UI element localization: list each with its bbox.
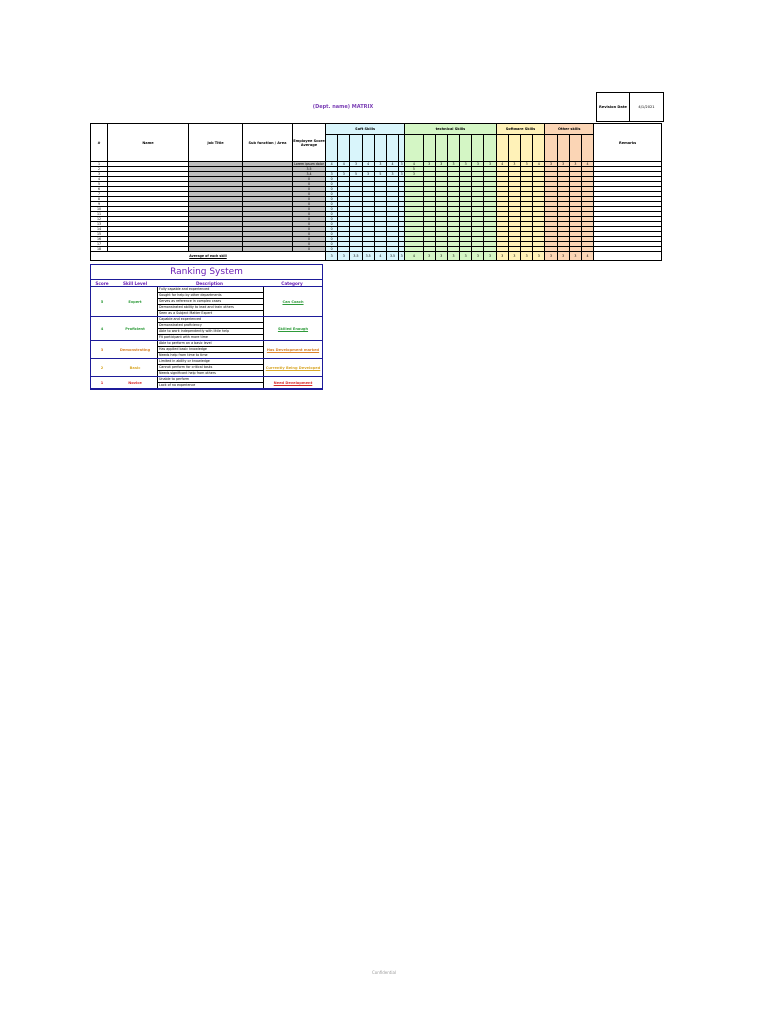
soft-skill-cell: 5 bbox=[350, 172, 362, 177]
score-average-cell: 0 bbox=[293, 247, 326, 252]
soft-skill-cell: 0 bbox=[326, 182, 338, 187]
ranking-header-description: Description bbox=[195, 280, 224, 286]
soft-skill-cell: 4 bbox=[338, 162, 350, 167]
soft-skill-cell: 0 bbox=[326, 242, 338, 247]
technical-skill-cell: 5 bbox=[405, 167, 423, 172]
average-technical-cell: 3 bbox=[460, 252, 472, 261]
average-technical-cell: 4 bbox=[405, 252, 423, 261]
row-number: 3 bbox=[91, 172, 108, 177]
ranking-system-panel bbox=[90, 264, 323, 390]
skill-subheader bbox=[484, 135, 496, 162]
soft-skill-cell: 0 bbox=[326, 197, 338, 202]
ranking-category: Can Coach bbox=[282, 299, 304, 304]
ranking-group bbox=[91, 359, 322, 377]
software-skill-cell: 4 bbox=[533, 162, 545, 167]
score-average-cell: 0 bbox=[293, 177, 326, 182]
average-software-cell: 3 bbox=[496, 252, 508, 261]
ranking-skill-level: Basic bbox=[129, 365, 141, 370]
average-other-cell: 4 bbox=[581, 252, 593, 261]
ranking-group bbox=[91, 287, 322, 317]
ranking-score: 2 bbox=[100, 365, 104, 370]
technical-skill-cell: 3 bbox=[472, 162, 484, 167]
col-header-remarks: Remarks bbox=[594, 124, 662, 162]
ranking-description-line: Sought for help by other departments bbox=[158, 293, 263, 299]
col-header-name: Name bbox=[108, 124, 189, 162]
matrix-title: (Dept. name) MATRIX bbox=[312, 104, 374, 110]
skill-subheader bbox=[569, 135, 581, 162]
average-technical-cell: 3 bbox=[423, 252, 435, 261]
skill-subheader bbox=[350, 135, 362, 162]
score-average-cell: 0 bbox=[293, 187, 326, 192]
row-number: 11 bbox=[91, 212, 108, 217]
soft-skill-cell: 0 bbox=[326, 212, 338, 217]
skill-subheader bbox=[460, 135, 472, 162]
technical-skill-cell: 3 bbox=[405, 172, 423, 177]
row-number: 1 bbox=[91, 162, 108, 167]
average-technical-cell: 3 bbox=[447, 252, 459, 261]
ranking-description-line: Has applied basic knowledge bbox=[158, 347, 263, 353]
skill-subheader bbox=[435, 135, 447, 162]
average-technical-cell: 3 bbox=[484, 252, 496, 261]
skill-subheader bbox=[581, 135, 593, 162]
row-number: 5 bbox=[91, 182, 108, 187]
ranking-group bbox=[91, 377, 322, 389]
soft-skill-cell: 3 bbox=[399, 162, 405, 167]
soft-skill-cell: 3 bbox=[399, 172, 405, 177]
ranking-header-category: Category bbox=[281, 280, 303, 286]
col-header-other-skills: Other skills bbox=[545, 124, 594, 135]
soft-skill-cell: 4 bbox=[386, 162, 398, 167]
row-number: 4 bbox=[91, 177, 108, 182]
skill-subheader bbox=[386, 135, 398, 162]
ranking-title: Ranking System bbox=[91, 265, 322, 280]
score-average-cell: 0 bbox=[293, 207, 326, 212]
row-number: 17 bbox=[91, 242, 108, 247]
soft-skill-cell: 0 bbox=[326, 187, 338, 192]
other-skill-cell: 3 bbox=[569, 162, 581, 167]
technical-skill-cell: 3 bbox=[447, 162, 459, 167]
skill-subheader bbox=[533, 135, 545, 162]
skill-subheader bbox=[496, 135, 508, 162]
skill-subheader bbox=[405, 135, 423, 162]
ranking-header-score: Score bbox=[95, 280, 109, 286]
soft-skill-cell: 0 bbox=[326, 232, 338, 237]
technical-skill-cell: 3 bbox=[484, 162, 496, 167]
skill-subheader bbox=[508, 135, 520, 162]
ranking-description-line: Limited in ability or knowledge bbox=[158, 359, 263, 365]
skills-matrix-table bbox=[90, 123, 662, 261]
soft-skill-cell: 5 bbox=[374, 172, 386, 177]
skill-subheader bbox=[545, 135, 557, 162]
average-soft-cell: 3.5 bbox=[386, 252, 398, 261]
score-average-cell: 0 bbox=[293, 197, 326, 202]
footer-confidential: Confidential bbox=[371, 970, 397, 975]
skill-subheader bbox=[326, 135, 338, 162]
soft-skill-cell: 0 bbox=[326, 227, 338, 232]
average-software-cell: 3 bbox=[508, 252, 520, 261]
average-other-cell: 3 bbox=[557, 252, 569, 261]
ranking-description-line: Seen as a Subject Matter Expert bbox=[159, 311, 213, 315]
ranking-category: Need Development bbox=[273, 380, 313, 385]
software-skill-cell: 3 bbox=[508, 162, 520, 167]
average-soft-cell: 3 bbox=[326, 252, 338, 261]
ranking-description-line: Fit participant with more time bbox=[159, 335, 208, 339]
score-average-cell: 0 bbox=[293, 242, 326, 247]
soft-skill-cell: 3 bbox=[326, 172, 338, 177]
average-soft-cell: 3.5 bbox=[362, 252, 374, 261]
ranking-score: 3 bbox=[100, 347, 104, 352]
ranking-score: 4 bbox=[100, 326, 104, 331]
average-soft-cell: 3 bbox=[338, 252, 350, 261]
score-average-cell: 0 bbox=[293, 227, 326, 232]
ranking-description-line: Unable to perform bbox=[158, 377, 263, 383]
soft-skill-cell: 3 bbox=[338, 172, 350, 177]
skill-subheader bbox=[521, 135, 533, 162]
soft-skill-cell: 0 bbox=[326, 247, 338, 252]
ranking-group bbox=[91, 341, 322, 359]
col-header-soft-skills: Soft Skills bbox=[326, 124, 405, 135]
score-average-cell: 0 bbox=[293, 192, 326, 197]
ranking-description-line: Able to perform on a basic level bbox=[158, 341, 263, 347]
ranking-description-line: Demonstrated ability to lead and train others bbox=[158, 305, 263, 311]
col-header-software-skills: Software Skills bbox=[496, 124, 545, 135]
average-software-cell: 3 bbox=[533, 252, 545, 261]
soft-skill-cell: 3 bbox=[374, 162, 386, 167]
score-average-cell: Lorem ipsum dolor bbox=[294, 162, 324, 166]
row-number: 10 bbox=[91, 207, 108, 212]
ranking-descriptions bbox=[157, 341, 264, 358]
score-average-cell: 0 bbox=[293, 237, 326, 242]
col-header-score-average: Employee Score Average bbox=[293, 124, 326, 162]
software-skill-cell: 4 bbox=[496, 162, 508, 167]
score-average-cell: 0 bbox=[293, 217, 326, 222]
ranking-description-line: Serves as reference in complex cases bbox=[158, 299, 263, 305]
ranking-description-line: Needs significant help from others bbox=[159, 371, 216, 375]
average-soft-cell: 3 bbox=[399, 252, 405, 261]
ranking-category: Has Development marked bbox=[266, 347, 320, 352]
skill-subheader bbox=[447, 135, 459, 162]
row-number: 13 bbox=[91, 222, 108, 227]
ranking-category: Skilled Enough bbox=[277, 326, 309, 331]
ranking-descriptions bbox=[157, 317, 264, 340]
ranking-group bbox=[91, 317, 322, 341]
average-soft-cell: 3.5 bbox=[350, 252, 362, 261]
soft-skill-cell: 0 bbox=[326, 222, 338, 227]
ranking-description-line: Demonstrated proficiency bbox=[158, 323, 263, 329]
skill-subheader bbox=[338, 135, 350, 162]
ranking-description-line: Able to work independently with little help bbox=[158, 329, 263, 335]
revision-date-label: Revision Date bbox=[597, 93, 630, 121]
skill-subheader bbox=[423, 135, 435, 162]
ranking-description-line: Fully capable and experienced bbox=[158, 287, 263, 293]
ranking-skill-level: Novice bbox=[128, 380, 142, 385]
soft-skill-cell: 0 bbox=[326, 207, 338, 212]
average-other-cell: 3 bbox=[545, 252, 557, 261]
technical-skill-cell: 4 bbox=[405, 162, 423, 167]
score-average-cell: 3.5 bbox=[293, 167, 326, 172]
score-average-cell: 3.4 bbox=[293, 172, 326, 177]
soft-skill-cell: 0 bbox=[326, 237, 338, 242]
row-number: 6 bbox=[91, 187, 108, 192]
score-average-cell: 0 bbox=[293, 212, 326, 217]
row-number: 18 bbox=[91, 247, 108, 252]
average-remarks-cell bbox=[594, 252, 662, 261]
technical-skill-cell: 3 bbox=[460, 162, 472, 167]
soft-skill-cell: 0 bbox=[326, 202, 338, 207]
technical-skill-cell: 3 bbox=[423, 162, 435, 167]
col-header-sub-function: Sub function / Area bbox=[243, 124, 293, 162]
revision-date-value: 4/1/2021 bbox=[638, 105, 655, 109]
soft-skill-cell: 0 bbox=[326, 177, 338, 182]
software-skill-cell: 3 bbox=[521, 162, 533, 167]
average-soft-cell: 4 bbox=[374, 252, 386, 261]
soft-skill-cell: 0 bbox=[326, 192, 338, 197]
ranking-description-line: Capable and experienced bbox=[158, 317, 263, 323]
average-label: Average of each skill bbox=[189, 254, 227, 258]
average-technical-cell: 3 bbox=[435, 252, 447, 261]
col-header-technical-skills: technical Skills bbox=[405, 124, 496, 135]
technical-skill-cell: 3 bbox=[435, 162, 447, 167]
skill-subheader bbox=[374, 135, 386, 162]
ranking-description-line: Lack of no experience bbox=[159, 383, 196, 387]
score-average-cell: 0 bbox=[293, 202, 326, 207]
ranking-header-row bbox=[91, 280, 322, 287]
ranking-descriptions bbox=[157, 377, 264, 388]
other-skill-cell: 3 bbox=[557, 162, 569, 167]
soft-skill-cell: 3 bbox=[362, 172, 374, 177]
soft-skill-cell: 3 bbox=[350, 162, 362, 167]
soft-skill-cell: 4 bbox=[326, 162, 338, 167]
row-number: 9 bbox=[91, 202, 108, 207]
row-number: 7 bbox=[91, 192, 108, 197]
ranking-description-line: Cannot perform for critical tasks bbox=[158, 365, 263, 371]
ranking-descriptions bbox=[157, 287, 264, 316]
ranking-score: 5 bbox=[100, 299, 104, 304]
ranking-header-level: Skill Level bbox=[122, 280, 148, 286]
row-number: 14 bbox=[91, 227, 108, 232]
average-software-cell: 3 bbox=[521, 252, 533, 261]
other-skill-cell: 3 bbox=[545, 162, 557, 167]
ranking-skill-level: Demonstrating bbox=[119, 347, 151, 352]
average-row bbox=[91, 252, 662, 261]
soft-skill-cell: 0 bbox=[326, 217, 338, 222]
other-skill-cell: 4 bbox=[581, 162, 593, 167]
score-average-cell: 0 bbox=[293, 182, 326, 187]
ranking-skill-level: Proficient bbox=[125, 326, 145, 331]
row-number: 16 bbox=[91, 237, 108, 242]
row-number: 15 bbox=[91, 232, 108, 237]
skill-subheader bbox=[472, 135, 484, 162]
ranking-category: Currently Being Developed bbox=[265, 365, 321, 370]
revision-date-box bbox=[596, 92, 664, 122]
row-number: 8 bbox=[91, 197, 108, 202]
ranking-score: 1 bbox=[100, 380, 104, 385]
col-header-job-title: Job Title bbox=[189, 124, 243, 162]
score-average-cell: 0 bbox=[293, 222, 326, 227]
average-other-cell: 3 bbox=[569, 252, 581, 261]
ranking-descriptions bbox=[157, 359, 264, 376]
row-number: 2 bbox=[91, 167, 108, 172]
ranking-skill-level: Expert bbox=[128, 299, 142, 304]
col-header-num: # bbox=[91, 124, 108, 162]
ranking-description-line: Needs help from time to time bbox=[159, 353, 208, 357]
average-technical-cell: 3 bbox=[472, 252, 484, 261]
skill-subheader bbox=[362, 135, 374, 162]
soft-skill-cell: 3 bbox=[386, 172, 398, 177]
soft-skill-cell: 4 bbox=[362, 162, 374, 167]
row-number: 12 bbox=[91, 217, 108, 222]
skill-subheader bbox=[557, 135, 569, 162]
score-average-cell: 0 bbox=[293, 232, 326, 237]
